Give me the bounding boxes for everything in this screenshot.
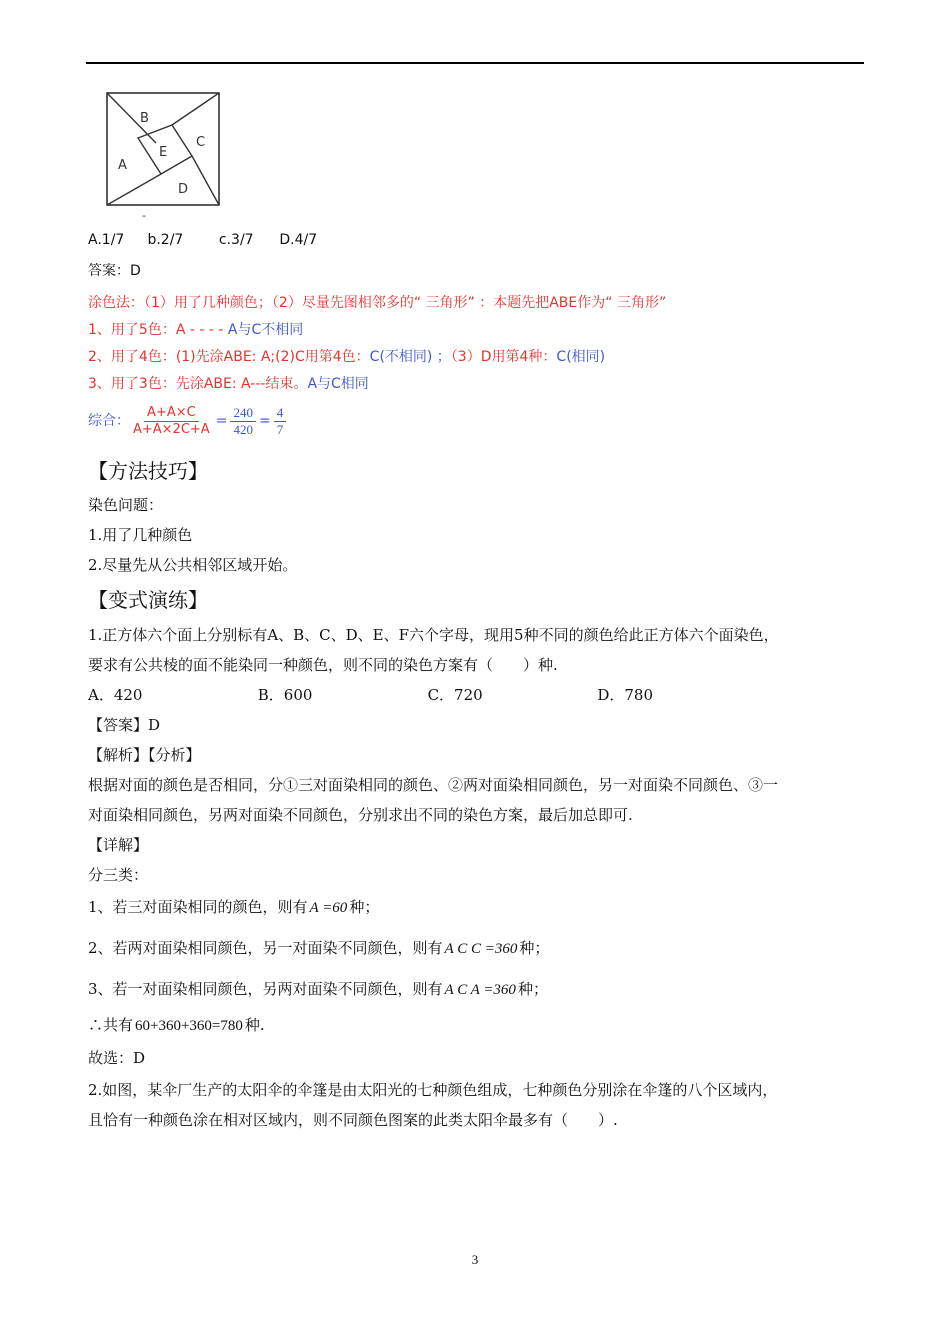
region-label-d: D: [178, 182, 189, 197]
case-1-unit: 种；: [349, 898, 380, 916]
case-1-text: 1、若三对面染相同的颜色，则有: [88, 898, 308, 916]
region-diagram-svg: [104, 90, 222, 220]
answer-line: 答案：D: [88, 263, 141, 279]
q1-three-cases: 分三类：: [88, 866, 149, 884]
total-unit: 种.: [244, 1016, 265, 1034]
q2-line-2: 且恰有一种颜色涂在相对区域内，则不同颜色图案的此类太阳伞最多有（ ）.: [88, 1111, 618, 1129]
choice-a: A.1/7: [88, 232, 125, 248]
choice-c: c.3/7: [218, 232, 254, 248]
notes-line-4-blue: A与C相同: [307, 376, 369, 392]
region-label-b: B: [140, 111, 149, 126]
summary-frac1-den: 420: [233, 421, 253, 437]
summary-label: 综合：: [88, 413, 130, 429]
case-1-formula: A =60: [309, 900, 348, 916]
region-label-e: E: [159, 145, 168, 160]
notes-line-2-red: 1、用了5色：A: [88, 322, 186, 338]
notes-line-4-red: 3、用了3色：先涂ABE: A: [88, 376, 251, 392]
total-text: ∴共有: [88, 1016, 134, 1034]
notes-line-1: 涂色法：（1）用了几种颜色；（2）尽量先图相邻多的“ 三角形” ：本题先把ABE作为“ 三角形”: [88, 295, 667, 311]
method-item-2: 2.尽量先从公共相邻区域开始。: [88, 556, 298, 574]
notes-line-4-red-tail: ---结束。: [250, 376, 308, 392]
case-3-formula: A C A =360: [444, 982, 516, 998]
section-heading-practice: 【变式演练】: [88, 588, 208, 612]
case-3-text: 3、若一对面染相同颜色，另两对面染不同颜色，则有: [88, 980, 443, 998]
total-formula: 60+360+360=780: [135, 1018, 243, 1034]
q1-case-1: [88, 897, 379, 918]
case-2-text: 2、若两对面染相同颜色，另一对面染不同颜色，则有: [88, 939, 443, 957]
notes-line-2-blue: A与C不相同: [227, 322, 304, 338]
q1-analysis-line-1: 根据对面的颜色是否相同，分①三对面染相同的颜色、②两对面染相同颜色，另一对面染不同颜色、③一: [88, 776, 779, 794]
notes-line-2-dashes: - - - -: [185, 322, 228, 338]
q1-option-a: A．420: [88, 686, 143, 704]
summary-frac1-num: 240: [230, 405, 256, 422]
q1-answer-tag: 【答案】D: [88, 716, 161, 734]
notes-line-3: [88, 347, 605, 367]
notes-line-3-blue-d: (相同): [566, 349, 606, 365]
summary-line: [88, 400, 286, 442]
notes-line-3-red-c: （3）D用第4种：: [450, 349, 557, 365]
q1-option-b: B．600: [257, 686, 313, 704]
q1-options: [88, 685, 653, 705]
case-2-unit: 种；: [519, 939, 550, 957]
choice-b: b.2/7: [147, 232, 184, 248]
region-label-a: A: [118, 158, 127, 173]
q1-line-2: 要求有公共棱的面不能染同一种颜色，则不同的染色方案有（ ）种.: [88, 656, 558, 674]
notes-line-3-blue-c: C: [556, 349, 567, 365]
summary-frac2-den: 7: [276, 421, 284, 437]
summary-numerator: A+A×C: [144, 405, 199, 422]
summary-fraction-4-7: [274, 405, 287, 438]
notes-line-3-blue-b: (不相同) ；: [379, 349, 451, 365]
notes-line-3-red-b: ;(2)C用第4色：: [270, 349, 370, 365]
q1-analysis-line-2: 对面染相同颜色，另两对面染不同颜色，分别求出不同的染色方案，最后加总即可.: [88, 806, 633, 824]
notes-line-3-blue-a: C: [369, 349, 380, 365]
region-label-c: C: [196, 135, 206, 150]
summary-fraction: [130, 405, 213, 438]
q1-case-3: [88, 979, 548, 1000]
choices-row: [88, 230, 317, 250]
q1-choose: 故选：D: [88, 1049, 146, 1067]
q1-analysis-tag: 【解析】【分析】: [88, 746, 201, 764]
summary-frac2-num: 4: [274, 405, 287, 422]
section-heading-method: 【方法技巧】: [88, 459, 208, 483]
q1-line-1: 1.正方体六个面上分别标有A、B、C、D、E、F六个字母，现用5种不同的颜色给此正方体六个面染色，: [88, 626, 779, 644]
summary-denominator: A+A×2C+A: [133, 421, 210, 437]
case-3-unit: 种；: [517, 980, 548, 998]
method-intro: 染色问题：: [88, 496, 164, 514]
q1-total: [88, 1015, 265, 1036]
page-number: 3: [471, 1252, 479, 1267]
region-diagram: [104, 90, 222, 220]
notes-line-4: [88, 374, 369, 394]
summary-eq-2: =: [258, 413, 271, 429]
header-rule: [86, 62, 864, 64]
q1-case-2: [88, 938, 549, 959]
notes-line-3-red-a: 2、用了4色：(1)先涂ABE: A: [88, 349, 271, 365]
choice-d: D.4/7: [279, 232, 318, 248]
q2-line-1: 2.如图，某伞厂生产的太阳伞的伞篷是由太阳光的七种颜色组成，七种颜色分别涂在伞篷的八个区域内，: [88, 1081, 778, 1099]
notes-line-2: [88, 320, 303, 340]
q1-option-d: D．780: [597, 686, 654, 704]
summary-eq-1: =: [215, 413, 228, 429]
summary-fraction-240-420: [230, 405, 256, 438]
method-item-1: 1.用了几种颜色: [88, 526, 193, 544]
case-2-formula: A C C =360: [444, 941, 518, 957]
q1-option-c: C．720: [427, 686, 483, 704]
figure-below-mark: -: [142, 209, 146, 220]
q1-detail-tag: 【详解】: [88, 836, 149, 854]
